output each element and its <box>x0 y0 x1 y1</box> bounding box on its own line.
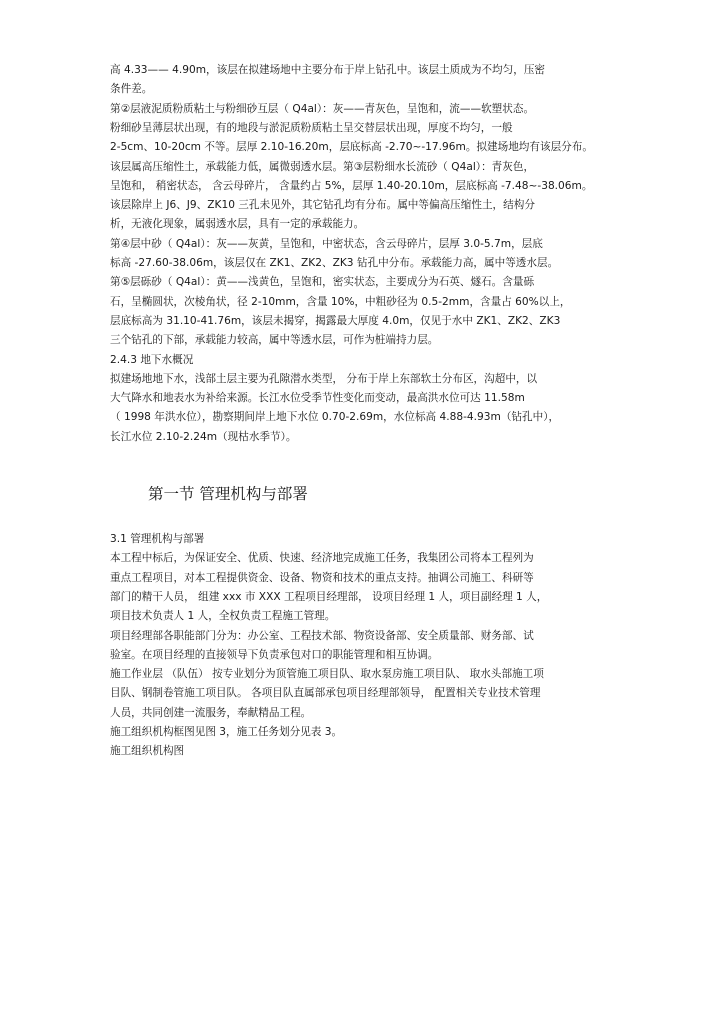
text-line: 2.4.3 地下水概况 <box>110 353 194 366</box>
text-line: （ 1998 年洪水位），勘察期间岸上地下水位 0.70-2.69m，水位标高 4.88-4.93m（钻孔中）， <box>110 411 560 424</box>
text-line: 2-5cm、10-20cm 不等。层厚 2.10-16.20m，层底标高 -2.70~-17.96m。拟建场地均有该层分布。 <box>110 141 593 154</box>
text-line: 三个钻孔的下部，承载能力较高，属中等透水层，可作为桩端持力层。 <box>110 334 439 347</box>
section-title: 第一节 管理机构与部署 <box>148 485 308 503</box>
text-line: 部门的精干人员， 组建 xxx 市 XXX 工程项目经理部， 设项目经理 1 人，项目副经理 1 人， <box>110 590 548 603</box>
text-line: 3.1 管理机构与部署 <box>110 533 205 545</box>
text-line: 第②层液泥质粉质粘土与粉细砂互层（ Q4al）：灰——青灰色，呈饱和，流——软塑状态。 <box>110 102 535 115</box>
text-line: 第④层中砂（ Q4al）：灰——灰黄，呈饱和，中密状态，含云母碎片，层厚 3.0-5.7m，层底 <box>110 237 543 250</box>
text-line: 析，无液化现象，属弱透水层，具有一定的承载能力。 <box>110 218 365 231</box>
text-line: 粉细砂呈薄层状出现，有的地段与淤泥质粉质粘土呈交替层状出现，厚度不均匀，一般 <box>110 121 513 134</box>
text-line: 呈饱和， 稍密状态， 含云母碎片， 含量约占 5%，层厚 1.40-20.10m，层底标高 -7.48~-38.06m。 <box>110 179 593 192</box>
text-line: 条件差。 <box>110 83 153 96</box>
text-line: 长江水位 2.10-2.24m（现枯水季节）。 <box>110 430 297 443</box>
text-line: 项目技术负责人 1 人，全权负责工程施工管理。 <box>110 610 336 623</box>
text-line: 重点工程项目，对本工程提供资金、设备、物资和技术的重点支持。抽调公司施工、科研等 <box>110 571 534 584</box>
text-line: 本工程中标后，为保证安全、优质、快速、经济地完成施工任务，我集团公司将本工程列为 <box>110 552 534 565</box>
text-line: 高 4.33—— 4.90m，该层在拟建场地中主要分布于岸上钻孔中。该层土质成为不均匀，压密 <box>110 64 546 76</box>
text-line: 验室。在项目经理的直接领导下负责承包对口的职能管理和相互协调。 <box>110 648 439 661</box>
text-line: 该层除岸上 J6、J9、ZK10 三孔未见外，其它钻孔均有分布。属中等偏高压缩性土，结构分 <box>110 199 535 212</box>
text-line: 目队、钢制卷管施工项目队。 各项目队直属部承包项目经理部领导， 配置相关专业技术管理 <box>110 687 541 700</box>
text-line: 层底标高为 31.10-41.76m，该层未揭穿，揭露最大厚度 4.0m，仅见于水中 ZK1、ZK2、ZK3 <box>110 314 561 327</box>
text-line: 项目经理部各职能部门分为：办公室、工程技术部、物资设备部、安全质量部、财务部、试 <box>110 629 534 642</box>
text-line: 施工组织机构框图见图 3，施工任务划分见表 3。 <box>110 726 343 738</box>
text-line: 施工作业层 （队伍） 按专业划分为顶管施工项目队、取水泵房施工项目队、 取水头部施工项 <box>110 668 544 681</box>
text-line: 标高 -27.60-38.06m，该层仅在 ZK1、ZK2、ZK3 钻孔中分布。承载能力高，属中等透水层。 <box>110 257 559 269</box>
text-line: 施工组织机构图 <box>110 745 185 758</box>
text-line: 第⑤层砾砂（ Q4al）：黄——浅黄色，呈饱和，密实状态，主要成分为石英、燧石。含量砾 <box>110 276 535 289</box>
text-line: 人员，共同创建一流服务，奉献精品工程。 <box>110 706 312 719</box>
text-line: 石，呈椭圆状，次棱角状，径 2-10mm，含量 10%，中粗砂径为 0.5-2mm，含量占 60%以上， <box>110 295 571 308</box>
text-line: 大气降水和地表水为补给来源。长江水位受季节性变化而变动，最高洪水位可达 11.58m <box>110 392 525 405</box>
text-line: 该层属高压缩性土，承载能力低，属微弱透水层。第③层粉细水长流砂（ Q4al）：青灰色， <box>110 160 535 173</box>
text-line: 拟建场地地下水，浅部土层主要为孔隙潜水类型， 分布于岸上东部软土分布区，沟超中，以 <box>110 372 538 385</box>
